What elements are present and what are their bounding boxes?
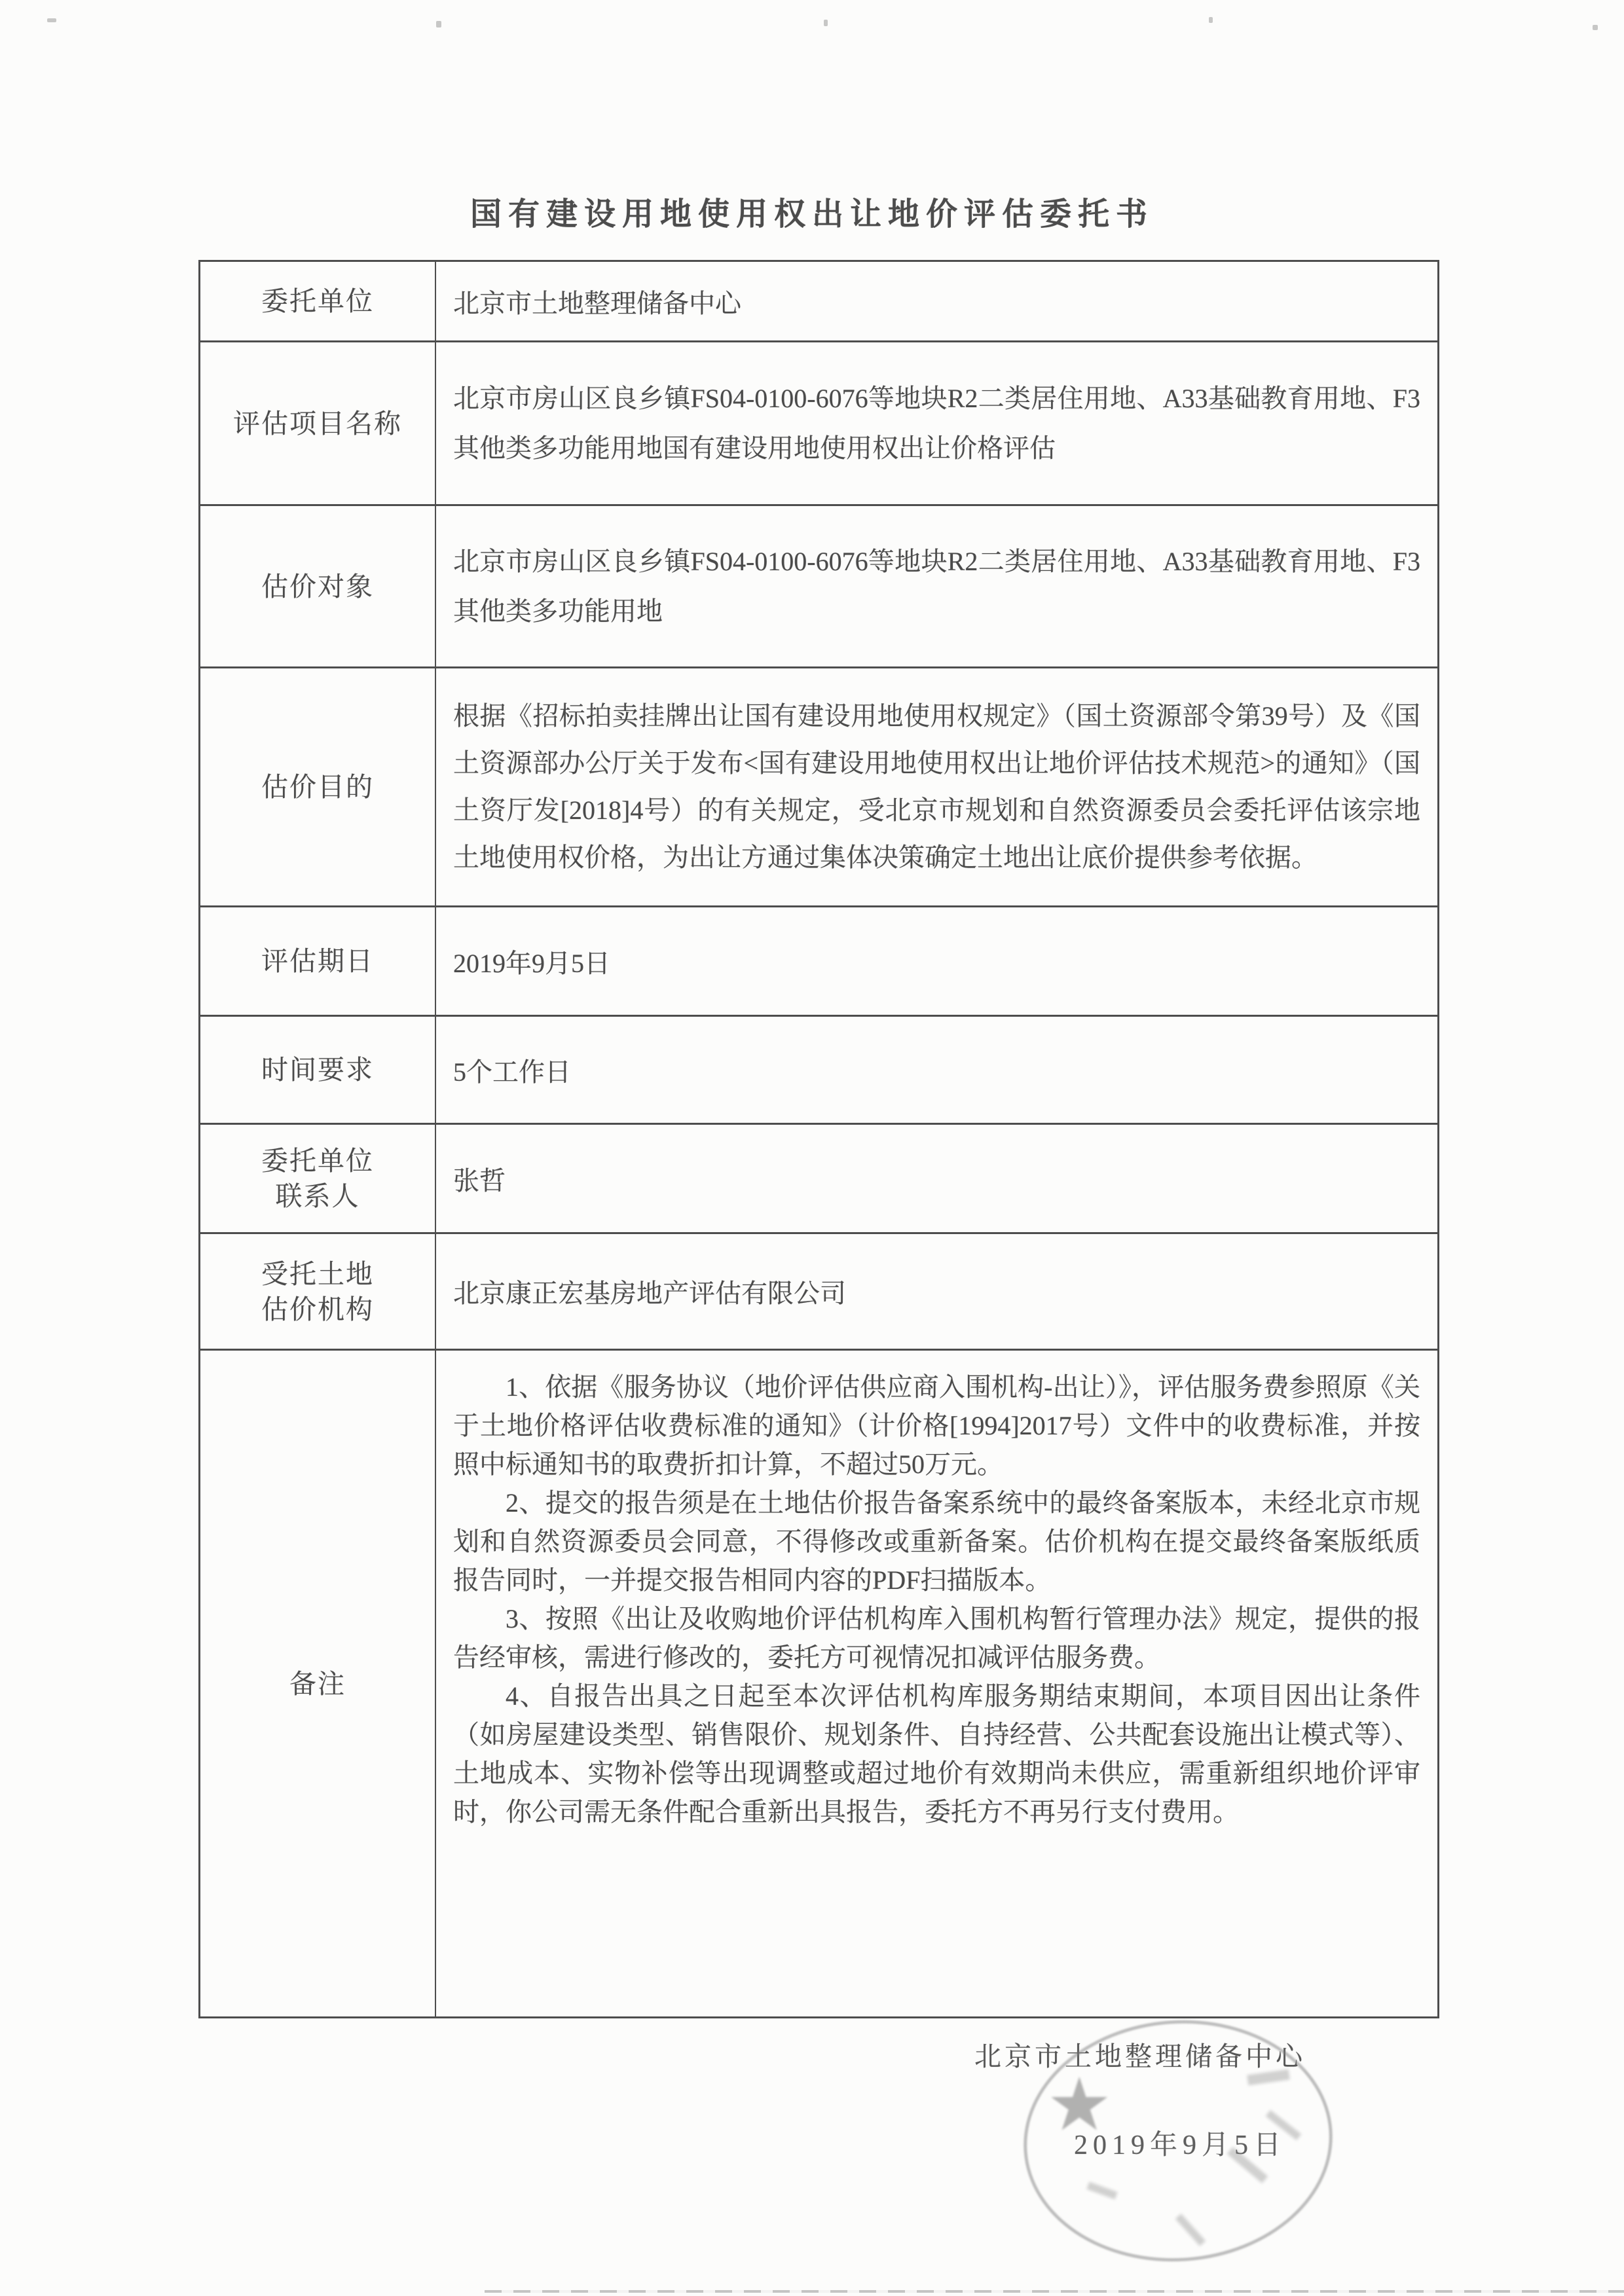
remark-paragraph-3: 3、按照《出让及收购地价评估机构库入围机构暂行管理办法》规定，提供的报告经审核，需进行修改的，委托方可视情况扣减评估服务费。	[453, 1604, 1420, 1672]
scan-speck	[47, 18, 56, 22]
label-line: 受托土地	[261, 1258, 374, 1289]
row-value-remarks	[436, 1351, 1437, 2016]
row-label-contact-person	[200, 1125, 436, 1232]
scan-speck	[1209, 17, 1213, 23]
table-row	[200, 668, 1437, 907]
row-value-entrusted-agency: 北京康正宏基房地产评估有限公司	[453, 1279, 846, 1308]
row-label-remarks: 备注	[200, 1351, 436, 2016]
row-label-valuation-date: 评估期日	[200, 907, 436, 1015]
scan-speck	[824, 20, 828, 26]
table-row	[200, 342, 1437, 506]
table-row	[200, 506, 1437, 668]
row-value-entrusting-unit: 北京市土地整理储备中心	[453, 288, 741, 318]
page-title: 国有建设用地使用权出让地价评估委托书	[470, 197, 1154, 232]
signature-org-name: 北京市土地整理储备中心	[974, 2041, 1306, 2071]
seal-star-icon: ★	[1046, 2062, 1113, 2147]
remark-paragraph-2: 2、提交的报告须是在土地估价报告备案系统中的最终备案版本，未经北京市规划和自然资源委员会同意，不得修改或重新备案。估价机构在提交最终备案版纸质报告同时，一并提交报告相同内容的PDF扫描版本。	[453, 1488, 1420, 1595]
row-label-project-name: 评估项目名称	[200, 342, 436, 504]
table-row	[200, 907, 1437, 1017]
row-value-time-requirement: 5个工作日	[453, 1057, 571, 1087]
row-value-project-name: 北京市房山区良乡镇FS04-0100-6076等地块R2二类居住用地、A33基础教育用地、F3其他类多功能用地国有建设用地使用权出让价格评估	[453, 383, 1420, 463]
label-line: 联系人	[275, 1181, 360, 1211]
table-row	[200, 262, 1437, 342]
row-value-valuation-purpose: 根据《招标拍卖挂牌出让国有建设用地使用权规定》（国土资源部令第39号）及《国土资源部办公厅关于发布<国有建设用地使用权出让地价评估技术规范>的通知》（国土资厅发[2018]4号）的有关规定，受北京市规划和自然资源委员会委托评估该宗地土地使用权价格，为出让方通过集体决策确定土地出让底价提供参考依据。	[453, 701, 1420, 872]
scan-speck	[436, 21, 441, 27]
label-line: 估价机构	[261, 1294, 374, 1324]
row-label-entrusted-agency	[200, 1234, 436, 1349]
row-label-time-requirement: 时间要求	[200, 1017, 436, 1123]
row-label-valuation-object: 估价对象	[200, 506, 436, 666]
scan-edge-artifact	[485, 2290, 1624, 2293]
row-value-contact-person: 张哲	[453, 1165, 506, 1195]
row-label-entrusting-unit: 委托单位	[200, 262, 436, 340]
row-value-valuation-date: 2019年9月5日	[453, 948, 610, 978]
table-row	[200, 1125, 1437, 1234]
scan-speck	[1593, 25, 1598, 30]
table-row	[200, 1234, 1437, 1351]
signature-date: 2019年9月5日	[1074, 2130, 1287, 2160]
row-value-valuation-object: 北京市房山区良乡镇FS04-0100-6076等地块R2二类居住用地、A33基础教育用地、F3其他类多功能用地	[453, 546, 1420, 626]
remark-paragraph-1: 1、依据《服务协议（地价评估供应商入围机构-出让）》，评估服务费参照原《关于土地价格评估收费标准的通知》（计价格[1994]2017号）文件中的收费标准，并按照中标通知书的取费折扣计算，不超过50万元。	[453, 1372, 1420, 1479]
table-row	[200, 1351, 1437, 2016]
remark-paragraph-4: 4、自报告出具之日起至本次评估机构库服务期结束期间，本项目因出让条件（如房屋建设类型、销售限价、规划条件、自持经营、公共配套设施出让模式等）、土地成本、实物补偿等出现调整或超过地价有效期尚未供应，需重新组织地价评审时，你公司需无条件配合重新出具报告，委托方不再另行支付费用。	[453, 1681, 1420, 1827]
row-label-valuation-purpose: 估价目的	[200, 668, 436, 905]
label-line: 委托单位	[261, 1146, 374, 1176]
table-row	[200, 1017, 1437, 1125]
commission-table	[198, 260, 1439, 2018]
